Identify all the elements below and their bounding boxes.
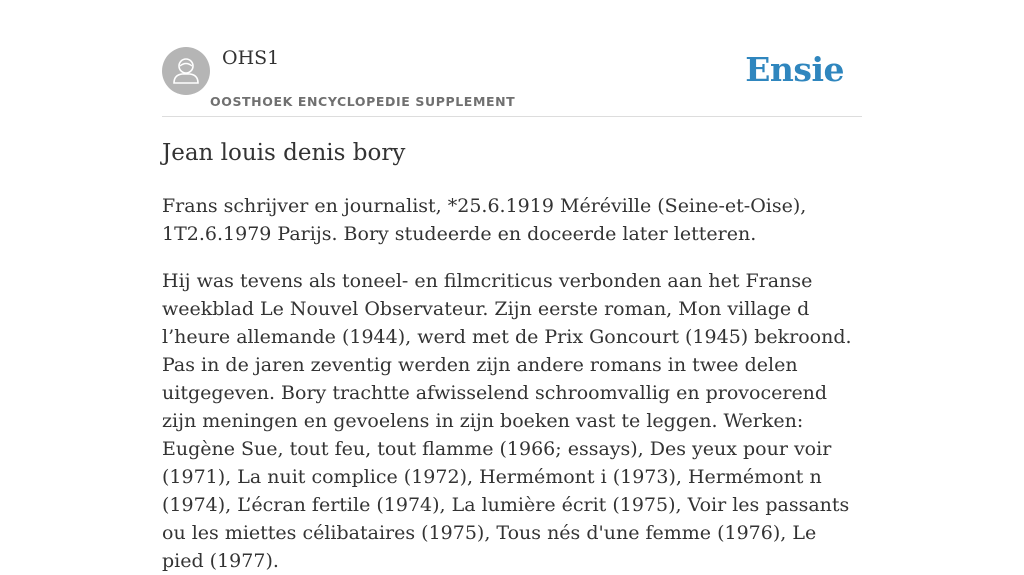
page-title: Jean louis denis bory [162,140,406,166]
source-subtitle: OOSTHOEK ENCYCLOPEDIE SUPPLEMENT [210,94,516,109]
source-name[interactable]: OHS1 [222,47,280,69]
article-paragraph: Frans schrijver en journalist, *25.6.1919 Méréville (Seine-et-Oise), 1T2.6.1979 Parijs. Bory studeerde en doceerde later letteren. [162,195,807,245]
article-header [162,46,862,117]
brand-logo[interactable]: Ensie [745,50,844,89]
avatar[interactable] [162,47,210,95]
article-paragraph: Hij was tevens als toneel- en filmcriticus verbonden aan het Franse weekblad Le Nouvel Observateur. Zijn eerste roman, Mon village d l’heure allemande (1944), werd met de Prix Goncourt (1945) bekroond. Pas in de jaren zeventig werden zijn andere romans in twee delen uitgegeven. Bory trachtte afwisselend schroomvallig en provocerend zijn meningen en gevoelens in zijn boeken vast te leggen. Werken: Eugène Sue, tout feu, tout flamme (1966; essays), Des yeux pour voir (1971), La nuit complice (1972), Hermémont i (1973), Hermémont n (1974), L’écran fertile (1974), La lumière écrit (1975), Voir les passants ou les miettes célibataires (1975), Tous nés d'une femme (1976), Le pied (1977). [162,270,852,572]
user-silhouette-icon [162,47,210,95]
